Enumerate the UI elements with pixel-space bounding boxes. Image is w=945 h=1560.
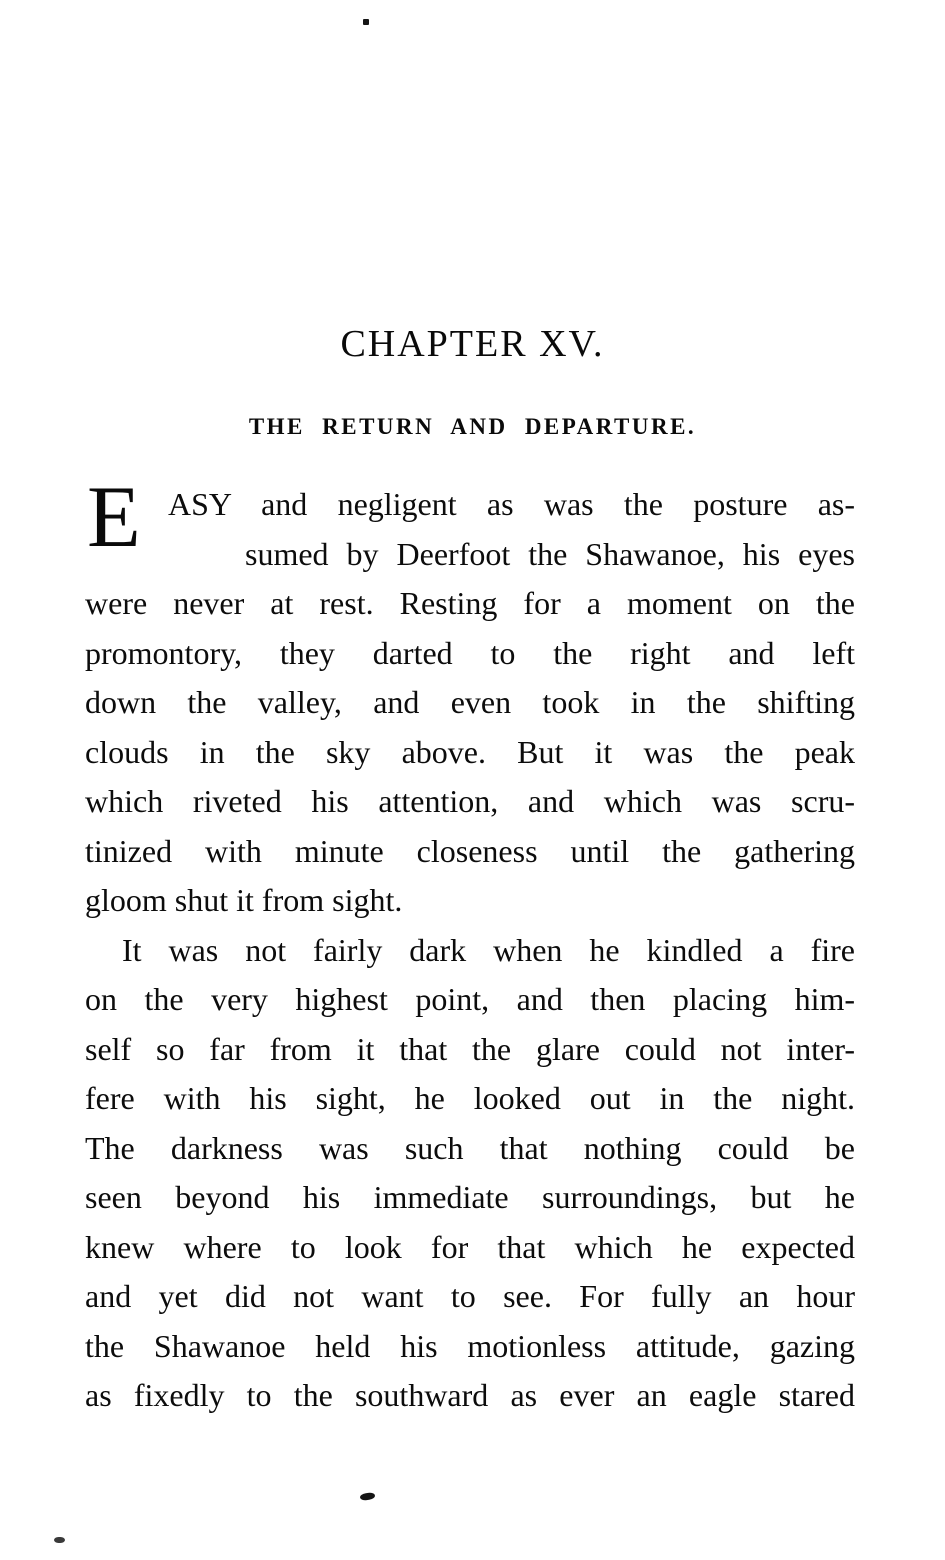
page-bottom-smudge [360,1492,376,1501]
text-line: as fixedly to the southward as ever an eagle stared [85,1377,855,1413]
corner-speck [54,1537,65,1543]
text-line: tinized with minute closeness until the gathering [85,832,855,869]
chapter-heading: CHAPTER XV. [340,323,605,365]
text-line: on the very highest point, and then placing him- [85,981,855,1017]
text-line: which riveted his attention, and which was scru- [85,783,855,819]
section-title: THE RETURN AND DEPARTURE. [248,414,697,439]
text-line: gloom shut it from sight. [85,882,403,918]
text-line: down the valley, and even took in the shifting [85,684,855,720]
text-line: fere with his sight, he looked out in the night. [85,1080,855,1116]
text-line: knew where to look for that which he expected [85,1228,855,1265]
text-line: ASY and negligent as was the posture as- [168,486,855,522]
text-line: clouds in the sky above. But it was the peak [85,733,855,770]
text-line: self so far from it that the glare could not inter- [85,1030,855,1067]
text-line: seen beyond his immediate surroundings, but he [85,1179,855,1215]
drop-cap: E [87,469,141,566]
text-line: sumed by Deerfoot the Shawanoe, his eyes [245,535,855,572]
body-text [85,480,855,1421]
text-line: promontory, they darted to the right and left [85,634,855,671]
paragraph-1 [85,480,855,926]
text-line: The darkness was such that nothing could be [85,1129,855,1166]
paragraph-2 [85,926,855,1421]
text-line: the Shawanoe held his motionless attitude, gazing [85,1327,855,1364]
text-line: and yet did not want to see. For fully an hour [85,1278,855,1314]
page-top-speck [363,19,369,25]
text-line: were never at rest. Resting for a moment on the [85,585,855,621]
text-line: It was not fairly dark when he kindled a fire [122,931,855,968]
